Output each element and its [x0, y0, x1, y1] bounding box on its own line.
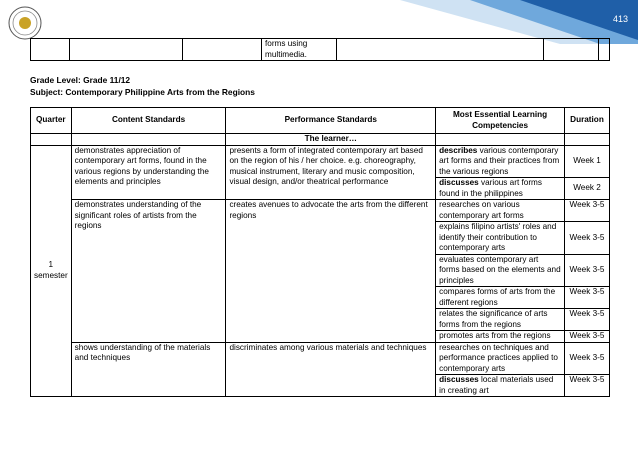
competency: evaluates contemporary art forms based on the elements and principles	[436, 254, 565, 287]
duration: Week 3-5	[564, 254, 609, 287]
header-melc: Most Essential Learning Competencies	[436, 108, 565, 134]
grade-level: Grade Level: Grade 11/12	[30, 75, 131, 85]
duration: Week 1	[564, 145, 609, 178]
content-standard: demonstrates understanding of the significant roles of artists from the regions	[71, 200, 226, 343]
duration: Week 3-5	[564, 375, 609, 397]
competency: compares forms of arts from the different regions	[436, 287, 565, 309]
duration: Week 3-5	[564, 309, 609, 331]
competency: researches on various contemporary art forms	[436, 200, 565, 222]
duration: Week 3-5	[564, 200, 609, 222]
page-number: 413	[612, 14, 628, 24]
competency: discusses local materials used in creating art	[436, 375, 565, 397]
continuation-table	[30, 38, 610, 61]
competency: promotes arts from the regions	[436, 331, 565, 343]
continuation-cell: forms using multimedia.	[262, 39, 337, 61]
subject: Subject: Contemporary Philippine Arts from the Regions	[30, 87, 255, 97]
curriculum-table	[30, 107, 610, 397]
deped-seal-icon	[8, 6, 42, 40]
content-standard: shows understanding of the materials and techniques	[71, 342, 226, 397]
performance-standard: discriminates among various materials and techniques	[226, 342, 436, 397]
table-row	[31, 200, 610, 222]
duration: Week 3-5	[564, 342, 609, 375]
competency: describes various contemporary art forms and their practices from the various regions	[436, 145, 565, 178]
performance-standard: presents a form of integrated contemporary art based on the region of his / her choice. e.g. choreography, musical instrument, literary and music composition, visual design, and/or theatrical performance	[226, 145, 436, 200]
table-header-row	[31, 108, 610, 134]
table-row	[31, 342, 610, 375]
content-standard: demonstrates appreciation of contemporary art forms, found in the various regions by understanding the elements and principles	[71, 145, 226, 200]
competency: researches on techniques and performance practices applied to contemporary arts	[436, 342, 565, 375]
header-content-standards: Content Standards	[71, 108, 226, 134]
header-performance-standards: Performance Standards	[226, 108, 436, 134]
duration: Week 3-5	[564, 331, 609, 343]
duration: Week 3-5	[564, 287, 609, 309]
table-row	[31, 145, 610, 178]
duration: Week 3-5	[564, 222, 609, 255]
competency: explains filipino artists' roles and identify their contribution to contemporary arts	[436, 222, 565, 255]
header-quarter: Quarter	[31, 108, 72, 134]
competency: relates the significance of arts forms from the regions	[436, 309, 565, 331]
learner-label: The learner…	[226, 134, 436, 146]
header-duration: Duration	[564, 108, 609, 134]
quarter-cell: 1 semester	[31, 145, 72, 397]
competency: discusses various art forms found in the philippines	[436, 178, 565, 200]
duration: Week 2	[564, 178, 609, 200]
performance-standard: creates avenues to advocate the arts from the different regions	[226, 200, 436, 343]
